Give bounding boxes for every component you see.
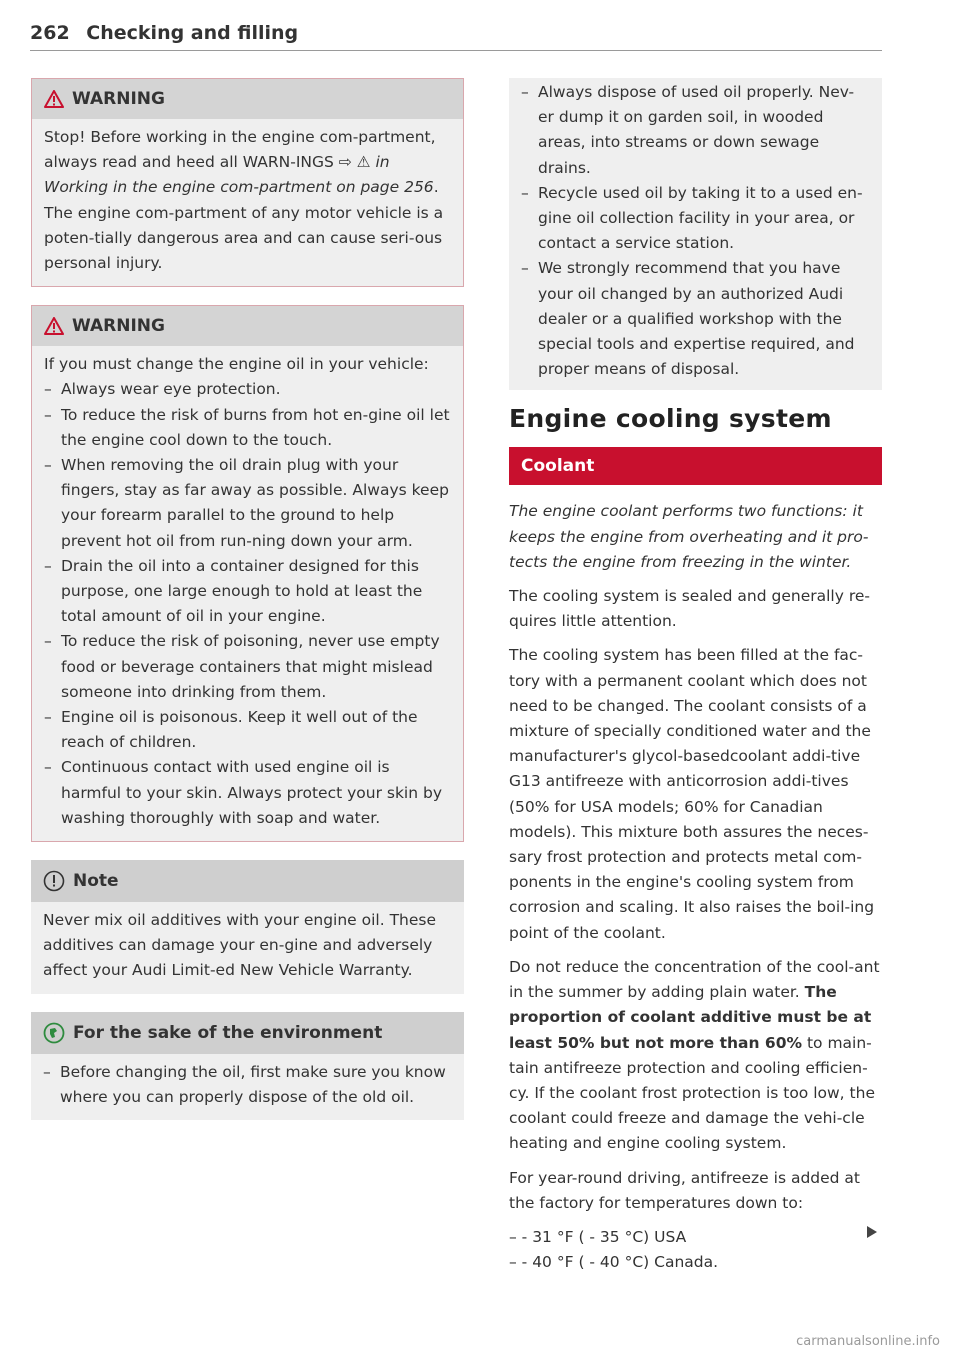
warning-label: WARNING — [72, 89, 165, 109]
environment-box-continued — [509, 78, 882, 390]
list-item: – - 31 °F ( - 35 °C) USA — [509, 1227, 687, 1246]
list-item: – To reduce the risk of poisoning, never use empty food or beverage containers that might mislead someone into drinking from them. — [44, 629, 451, 705]
paragraph: For year-round driving, antifreeze is added at the factory for temperatures down to: — [509, 1168, 860, 1212]
note-label: Note — [73, 871, 119, 892]
environment-globe-icon — [43, 1022, 65, 1044]
environment-list — [43, 1060, 452, 1110]
list-item: – Drain the oil into a container designed for this purpose, one large enough to hold at least the total amount of oil in your engine. — [44, 554, 451, 630]
warning-box-2 — [31, 305, 464, 842]
environment-header — [31, 1012, 464, 1054]
note-text: Never mix oil additives with your engine oil. These additives can damage your en-gine and adversely affect your Audi Limit-ed New Vehicle Warranty. — [43, 911, 437, 980]
note-header — [31, 860, 464, 902]
paragraph-part: Do not reduce the concentration of the cool-ant in the summer by adding plain water. — [509, 957, 880, 1002]
coolant-intro: The engine coolant performs two functions: it keeps the engine from overheating and it pro-tects the engine from freezing in the winter. — [509, 502, 869, 571]
warning-box-1 — [31, 78, 464, 287]
note-box — [31, 860, 464, 994]
page-header — [30, 22, 882, 51]
warning-triangle-icon — [44, 317, 64, 335]
warning-body — [32, 119, 463, 286]
paragraph: The cooling system has been filled at the fac-tory with a permanent coolant which does not need to be changed. The coolant consists of a mixture of specially conditioned water and the manufacturer's glycol-basedcoolant addi-tive G13 antifreeze with anticorrosion addi-tives (50% for USA models; 60% for Canadian models). This mixture both assures the neces-sary frost protection and protects metal com-ponents in the engine's cooling system from corrosion and scaling. It also raises the boil-ing point of the coolant. — [509, 646, 875, 942]
warning-triangle-icon — [44, 90, 64, 108]
left-column — [31, 78, 464, 1120]
emphasis-text: The proportion of coolant additive must be at least 50% but not more than 60% — [509, 983, 872, 1052]
warning-header — [32, 306, 463, 346]
continue-arrow-icon — [866, 1224, 878, 1243]
warning-text-part: Stop! Before working in the engine com-partment, always read and heed all WARN-INGS ⇨ ⚠ — [44, 128, 436, 172]
list-item: – Always wear eye protection. — [44, 377, 451, 402]
note-body — [31, 902, 464, 994]
list-item: – To reduce the risk of burns from hot en-gine oil let the engine cool down to the touch. — [44, 403, 451, 453]
warning-label: WARNING — [72, 316, 165, 337]
list-item: – Always dispose of used oil properly. Nev-er dump it on garden soil, in wooded areas, into streams or down sewage drains. — [521, 80, 870, 181]
list-item: – Recycle used oil by taking it to a used en-gine oil collection facility in your area, or contact a service station. — [521, 181, 870, 257]
list-item: – When removing the oil drain plug with your fingers, stay as far away as possible. Always keep your forearm parallel to the ground to help prevent hot oil from run-ning down your arm. — [44, 453, 451, 554]
environment-label: For the sake of the environment — [73, 1022, 383, 1043]
info-circle-icon — [43, 870, 65, 892]
warning-intro: If you must change the engine oil in your vehicle: — [44, 355, 429, 374]
right-column — [509, 78, 882, 1275]
list-item: – Engine oil is poisonous. Keep it well out of the reach of children. — [44, 705, 451, 755]
section-title: Engine cooling system — [509, 404, 832, 434]
list-item: – Before changing the oil, first make sure you know where you can properly dispose of the old oil. — [43, 1060, 452, 1110]
warning-text — [44, 125, 451, 276]
temperature-list — [509, 1225, 882, 1275]
environment-body — [31, 1054, 464, 1120]
warning-text-part: . The engine com-partment of any motor vehicle is a poten-tially dangerous area and can cause seri-ous personal injury. — [44, 178, 444, 273]
paragraph-part: to main-tain antifreeze protection and cooling efficien-cy. If the coolant frost protection is too low, the coolant could freeze and damage the vehi-cle heating and engine cooling system. — [509, 1033, 875, 1153]
page-number: 262 — [30, 22, 70, 44]
list-item: – We strongly recommend that you have your oil changed by an authorized Audi dealer or a qualified workshop with the special tools and expertise required, and proper means of disposal. — [521, 256, 870, 382]
list-item: – Continuous contact with used engine oil is harmful to your skin. Always protect your skin by washing thoroughly with soap and water. — [44, 755, 451, 831]
paragraph: The cooling system is sealed and generally re-quires little attention. — [509, 587, 871, 631]
environment-list-continued — [521, 80, 870, 382]
coolant-text — [509, 499, 882, 1275]
environment-box — [31, 1012, 464, 1120]
warning-cross-reference[interactable]: in Working in the engine com-partment on page 256 — [44, 153, 434, 197]
paragraph — [509, 955, 882, 1157]
watermark: carmanualsonline.info — [796, 1334, 940, 1349]
warning-list — [44, 377, 451, 831]
list-item: – - 40 °F ( - 40 °C) Canada. — [509, 1253, 719, 1272]
subsection-title: Coolant — [509, 447, 882, 485]
warning-header — [32, 79, 463, 119]
warning-body — [32, 346, 463, 841]
chapter-title: Checking and filling — [86, 22, 299, 44]
